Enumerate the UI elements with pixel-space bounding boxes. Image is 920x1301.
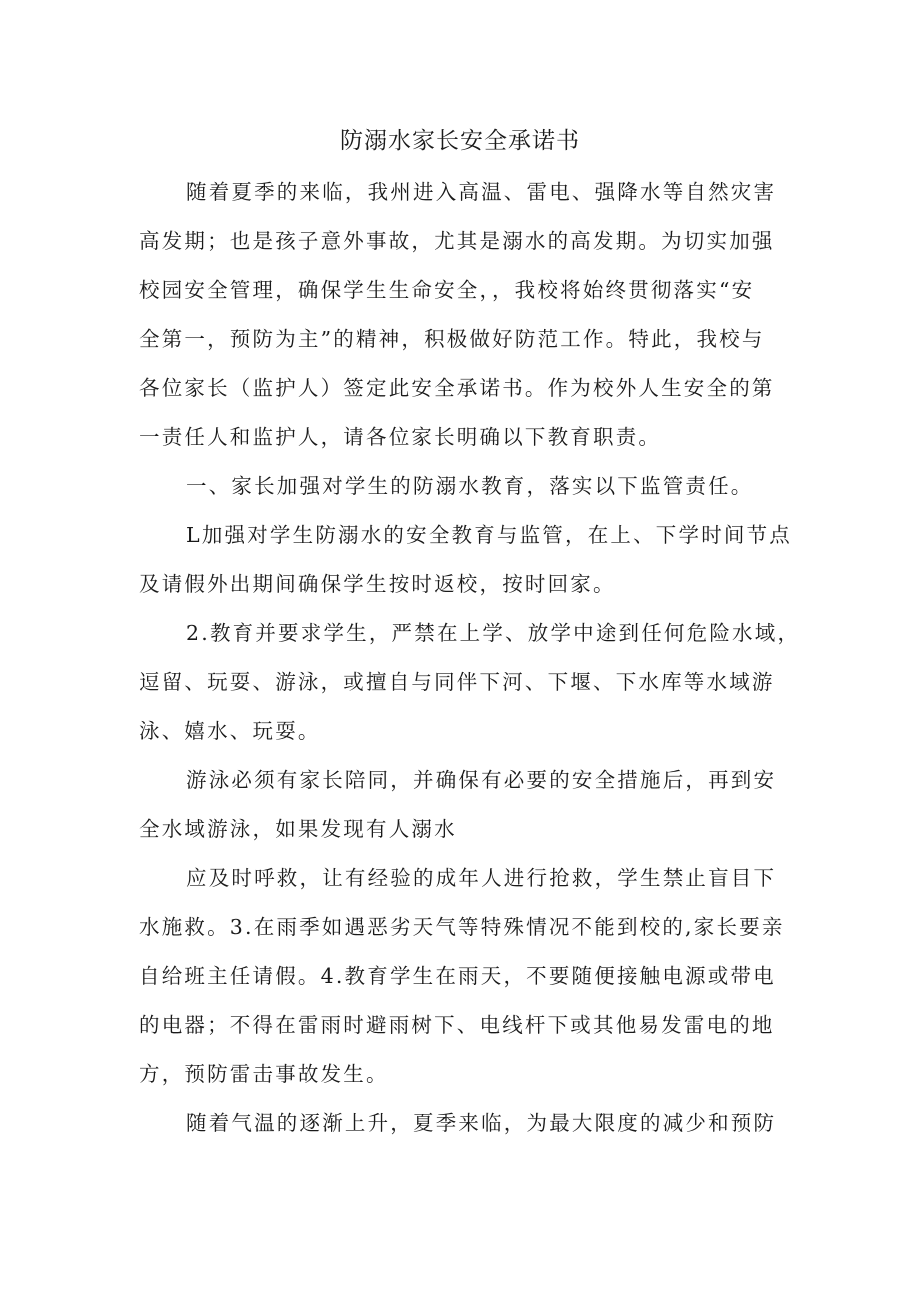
text-line: 泳、嬉水、玩耍。 [139,719,321,743]
text-line: 自给班主任请假。4.教育学生在雨天，不要随便接触电源或带电 [139,964,776,988]
text-line: 高发期；也是孩子意外事故，尤其是溺水的高发期。为切实加强 [139,229,775,253]
text-line: 各位家长（监护人）签定此安全承诺书。作为校外人生安全的第 [139,376,775,400]
text-line: 2.教育并要求学生，严禁在上学、放学中途到任何危险水域， [186,621,801,645]
text-line: L加强对学生防溺水的安全教育与监管，在上、下学时间节点 [186,523,793,547]
text-line: 游泳必须有家长陪同，并确保有必要的安全措施后，再到安 [186,768,777,792]
text-line: 全水域游泳，如果发现有人溺水 [139,817,457,841]
text-line: 一责任人和监护人，请各位家长明确以下教育职责。 [139,425,662,449]
text-line: 随着夏季的来临，我州进入高温、雷电、强降水等自然灾害 [186,180,777,204]
text-line: 方，预防雷击事故发生。 [139,1062,389,1086]
text-line: 的电器；不得在雷雨时避雨树下、电线杆下或其他易发雷电的地 [139,1013,775,1037]
section-heading: 一、家长加强对学生的防溺水教育，落实以下监管责任。 [186,474,754,498]
document-title: 防溺水家长安全承诺书 [340,128,580,154]
text-line: 校园安全管理，确保学生生命安全，，我校将始终贯彻落实“安 [139,278,755,302]
text-line: 应及时呼救，让有经验的成年人进行抢救，学生禁止盲目下 [186,866,777,890]
text-line: 及请假外出期间确保学生按时返校，按时回家。 [139,572,616,596]
text-line: 全第一，预防为主”的精神，积极做好防范工作。特此，我校与 [139,327,765,351]
text-line: 随着气温的逐渐上升，夏季来临，为最大限度的减少和预防 [186,1111,777,1135]
text-line: 水施救。3.在雨季如遇恶劣天气等特殊情况不能到校的,家长要亲 [139,915,785,939]
text-line: 逗留、玩耍、游泳，或擅自与同伴下河、下堰、下水库等水域游 [139,670,775,694]
